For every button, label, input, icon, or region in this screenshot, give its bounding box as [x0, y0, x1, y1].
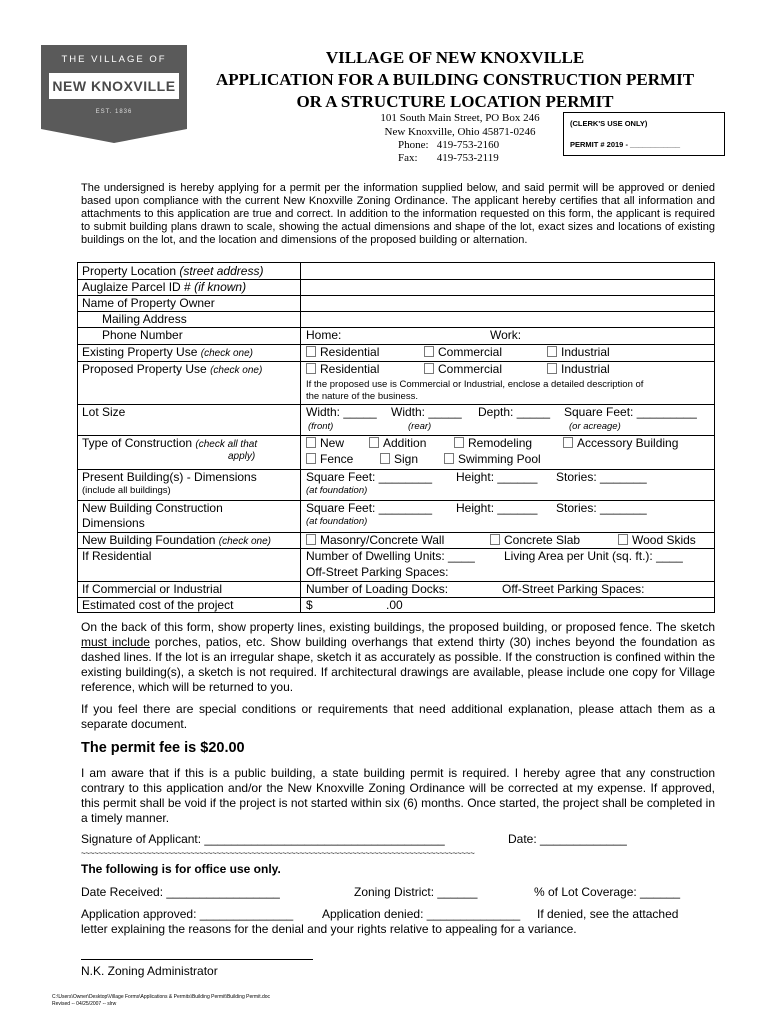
proposed-commercial-checkbox[interactable]: Commercial — [424, 362, 502, 376]
parcel-field[interactable] — [306, 280, 706, 294]
mailing-field[interactable] — [306, 312, 706, 326]
label-apply: apply) — [228, 451, 256, 462]
zoning-district-field[interactable]: Zoning District: ______ — [354, 885, 478, 899]
logo-name: NEW KNOXVILLE — [49, 73, 179, 99]
title-application: APPLICATION FOR A BUILDING CONSTRUCTION PERMIT — [215, 70, 695, 89]
permit-fee: The permit fee is $20.00 — [81, 740, 245, 756]
intro-paragraph: The undersigned is hereby applying for a permit per the information supplied below, and said permit will be approved or denied based upon compliance with the current New Knoxville Zoning Ordinance. The applicant hereby certifies that all information and attachments to this application are true and correct. In addition to the information requested on this form, the applicant is required to submit building plans drawn to scale, showing the actual dimensions and shape of the lot, exact sizes and locations of existing buildings on the lot, and the location and dimensions of the proposed building or alternation. — [81, 182, 715, 246]
present-stories-field[interactable]: Stories: _______ — [556, 470, 647, 484]
existing-residential-checkbox[interactable]: Residential — [306, 345, 379, 359]
label-foundation: New Building Foundation (check one) — [82, 533, 272, 547]
accessory-checkbox[interactable]: Accessory Building — [563, 436, 678, 450]
present-sqft-field[interactable]: Square Feet: ________ — [306, 470, 433, 484]
label-existing-use: Existing Property Use (check one) — [82, 345, 253, 359]
date-received-field[interactable]: Date Received: _________________ — [81, 885, 280, 899]
present-foundation-note: (at foundation) — [306, 485, 368, 496]
lot-width-front-field[interactable]: Width: _____ — [306, 405, 377, 419]
acreage-note: (or acreage) — [569, 421, 621, 432]
lot-square-feet-field[interactable]: Square Feet: _________ — [564, 405, 697, 419]
existing-industrial-checkbox[interactable]: Industrial — [547, 345, 610, 359]
lot-width-rear-field[interactable]: Width: _____ — [391, 405, 462, 419]
cost-cents: .00 — [386, 598, 403, 612]
administrator-label: N.K. Zoning Administrator — [81, 964, 218, 978]
present-height-field[interactable]: Height: ______ — [456, 470, 538, 484]
sketch-paragraph: On the back of this form, show property lines, existing buildings, the proposed building, or proposed fence. The sketch must include porches, patios, etc. Show building overhangs that extend thirty (30) inches beyond the foundation as dashed lines. If the lot is an irregular shape, sketch it as accurately as possible. If the construction is confined within the existing building(s), a sketch is not required. If architectural drawings are available, please include one copy for Village reference, which will be returned to you. — [81, 620, 715, 694]
date-field[interactable]: Date: _____________ — [508, 832, 627, 846]
if-denied-text: If denied, see the attached — [537, 907, 679, 921]
address-phone: Phone: 419-753-2160 — [398, 139, 500, 151]
proposed-industrial-checkbox[interactable]: Industrial — [547, 362, 610, 376]
office-use-heading: The following is for office use only. — [81, 862, 281, 876]
new-stories-field[interactable]: Stories: _______ — [556, 501, 647, 515]
dwelling-units-field[interactable]: Number of Dwelling Units: ____ — [306, 549, 475, 563]
label-proposed-use: Proposed Property Use (check one) — [82, 362, 263, 376]
label-owner: Name of Property Owner — [82, 296, 215, 310]
new-checkbox[interactable]: New — [306, 436, 344, 450]
loading-docks-field[interactable]: Number of Loading Docks: — [306, 582, 449, 596]
new-sqft-field[interactable]: Square Feet: ________ — [306, 501, 433, 515]
dollar-sign: $ — [306, 598, 313, 612]
masonry-checkbox[interactable]: Masonry/Concrete Wall — [306, 533, 444, 547]
skids-checkbox[interactable]: Wood Skids — [618, 533, 696, 547]
remodeling-checkbox[interactable]: Remodeling — [454, 436, 532, 450]
application-approved-field[interactable]: Application approved: ______________ — [81, 907, 294, 921]
work-phone-field[interactable]: Work: — [490, 328, 522, 342]
lot-coverage-field[interactable]: % of Lot Coverage: ______ — [534, 885, 681, 899]
fence-checkbox[interactable]: Fence — [306, 452, 353, 466]
front-note: (front) — [308, 421, 334, 432]
commercial-parking-field[interactable]: Off-Street Parking Spaces: — [502, 582, 645, 596]
administrator-signature-line[interactable] — [81, 959, 313, 960]
living-area-field[interactable]: Living Area per Unit (sq. ft.): ____ — [504, 549, 683, 563]
label-dimensions: Dimensions — [82, 516, 145, 530]
lot-depth-field[interactable]: Depth: _____ — [478, 405, 551, 419]
new-foundation-note: (at foundation) — [306, 516, 368, 527]
rear-note: (rear) — [408, 421, 432, 432]
label-lot-size: Lot Size — [82, 405, 126, 419]
residential-parking-field[interactable]: Off-Street Parking Spaces: — [306, 565, 449, 579]
home-phone-field[interactable]: Home: — [306, 328, 342, 342]
address-fax: Fax: 419-753-2119 — [398, 152, 499, 164]
existing-commercial-checkbox[interactable]: Commercial — [424, 345, 502, 359]
proposed-residential-checkbox[interactable]: Residential — [306, 362, 379, 376]
proposed-note-1: If the proposed use is Commercial or Industrial, enclose a detailed description of — [306, 379, 644, 390]
addition-checkbox[interactable]: Addition — [369, 436, 426, 450]
address-street: 101 South Main Street, PO Box 246 — [380, 112, 540, 124]
new-height-field[interactable]: Height: ______ — [456, 501, 538, 515]
application-denied-field[interactable]: Application denied: ______________ — [322, 907, 521, 921]
variance-letter-text: letter explaining the reasons for the denial and your rights relative to appealing for a variance. — [81, 922, 577, 936]
address-city: New Knoxville, Ohio 45871-0246 — [384, 126, 536, 138]
village-logo — [41, 45, 187, 129]
label-phone: Phone Number — [102, 328, 183, 342]
application-table — [77, 262, 715, 613]
slab-checkbox[interactable]: Concrete Slab — [490, 533, 580, 547]
logo-est: EST. 1836 — [95, 109, 133, 115]
footer-revised: Revised -- 04/25/2007 -- slrw — [52, 1001, 117, 1007]
clerk-label: (CLERK'S USE ONLY) — [570, 119, 648, 128]
clerk-box — [563, 112, 725, 156]
special-conditions-paragraph: If you feel there are special conditions or requirements that need additional explanation, please attach them as a separate document. — [81, 702, 715, 731]
owner-field[interactable] — [306, 296, 706, 310]
label-if-residential: If Residential — [82, 549, 152, 563]
label-property-location: Property Location (street address) — [82, 264, 264, 278]
label-if-commercial: If Commercial or Industrial — [82, 582, 223, 596]
label-include-all: (include all buildings) — [82, 485, 171, 496]
label-present-building: Present Building(s) - Dimensions — [82, 470, 257, 484]
title-village: VILLAGE OF NEW KNOXVILLE — [325, 48, 585, 67]
logo-top-text: THE VILLAGE OF — [61, 54, 167, 65]
signature-field[interactable]: Signature of Applicant: ____________________________________ — [81, 832, 445, 846]
label-construction-type: Type of Construction (check all that — [82, 436, 258, 450]
tilde-divider: ~~~~~~~~~~~~~~~~~~~~~~~~~~~~~~~~~~~~~~~~~~~~~~~~~~~~~~~~~~~~~~~~~~~~~~~~~~~~~~~~~~~~~~~~~~ — [81, 849, 475, 858]
awareness-paragraph: I am aware that if this is a public building, a state building permit is required. I hereby agree that any construction contrary to this application and/or the New Knoxville Zoning Ordinance will be corrected at my expense. If approved, this permit shall be void if the project is not started within six (6) months. Once started, the project shall be completed in a timely manner. — [81, 766, 715, 825]
property-location-field[interactable] — [306, 264, 706, 278]
label-estimated-cost: Estimated cost of the project — [82, 598, 234, 612]
label-mailing: Mailing Address — [102, 312, 187, 326]
proposed-note-2: the nature of the business. — [306, 391, 418, 402]
sign-checkbox[interactable]: Sign — [380, 452, 418, 466]
label-parcel: Auglaize Parcel ID # (if known) — [82, 280, 247, 294]
title-structure: OR A STRUCTURE LOCATION PERMIT — [296, 92, 614, 111]
pool-checkbox[interactable]: Swimming Pool — [444, 452, 541, 466]
permit-number[interactable]: PERMIT # 2019 - ____________ — [570, 140, 681, 149]
footer-path: C:\Users\Owner\Desktop\Village Forms\Applications & Permits\Building Permit\Building Permit.doc — [52, 994, 271, 1000]
label-new-construction: New Building Construction — [82, 501, 223, 515]
